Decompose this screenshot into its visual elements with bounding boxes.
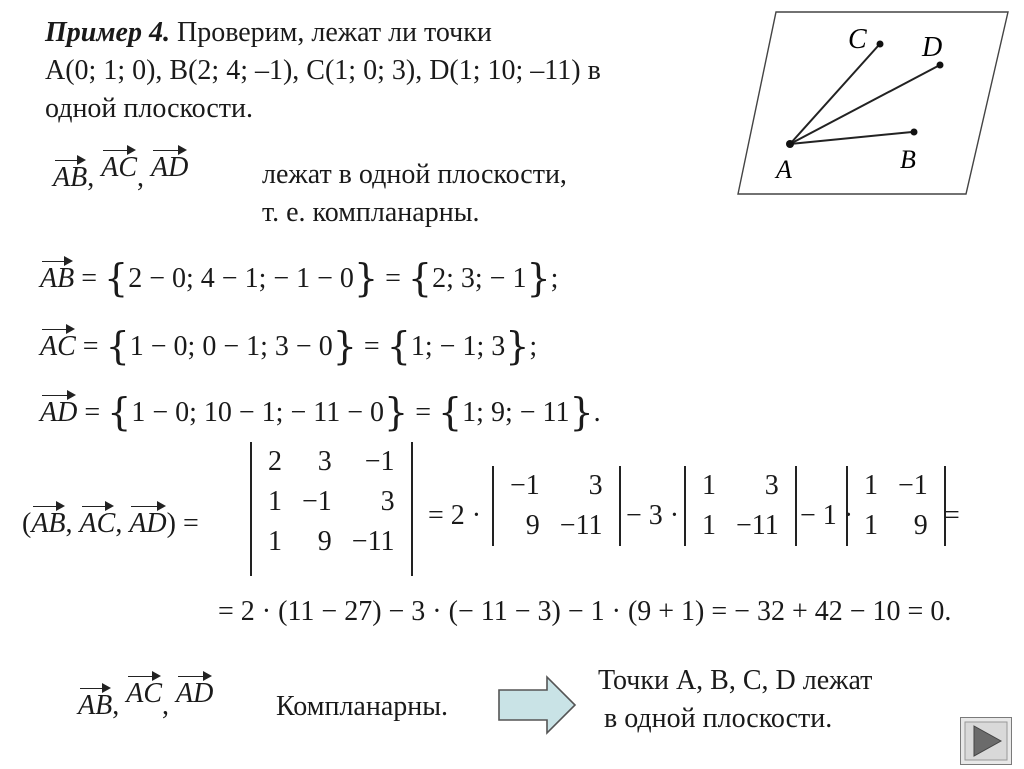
semicolon: ; (550, 263, 559, 294)
brace-close: } (332, 324, 357, 368)
det-cell: −1 (898, 470, 928, 501)
label-b: B (900, 145, 916, 174)
brace-open: { (437, 390, 463, 434)
det-cell: 1 (268, 486, 282, 517)
det-cell: −1 (510, 470, 540, 501)
label-a: A (776, 155, 792, 184)
right-arrow-shape (497, 675, 577, 735)
vector-ab: AB (53, 162, 88, 193)
brace-close: } (353, 256, 379, 300)
det-cell: 1 (864, 510, 878, 541)
det-cell: −11 (559, 510, 603, 541)
det-cell: −1 (364, 446, 395, 477)
brace-open: { (386, 324, 411, 368)
expansion-end: = (944, 500, 960, 531)
period: . (593, 397, 601, 428)
eq-sign: = (363, 331, 380, 362)
brace-close: } (526, 256, 551, 300)
det-cell: 9 (525, 510, 540, 541)
ab-expr: 2 − 0; 4 − 1; − 1 − 0 (128, 263, 354, 294)
point-b-dot (911, 129, 918, 136)
brace-close: } (569, 390, 594, 434)
expansion-coef-3: − 1 · (800, 500, 854, 531)
brace-open: { (407, 256, 433, 300)
det-cell: −11 (351, 526, 395, 557)
eq-sign: = (84, 397, 101, 428)
det-cell: −11 (736, 510, 779, 541)
vector-ac: AC (101, 152, 137, 183)
next-slide-button[interactable] (960, 717, 1012, 765)
det-cell: 2 (268, 446, 282, 477)
calc-ac (40, 324, 537, 368)
brace-open: { (105, 324, 130, 368)
label-d: D (922, 32, 943, 63)
eq-sign: = (81, 263, 98, 294)
brace-close: } (505, 324, 530, 368)
brace-open: { (104, 256, 129, 300)
det-cell: 1 (864, 470, 878, 501)
vector-ad: AD (151, 152, 189, 183)
det-cell: 1 (702, 470, 716, 501)
vector-ab-label: AB (40, 263, 75, 294)
mp-vector-ad: AD (129, 508, 167, 539)
coplanar-label: Компланарны. (276, 691, 449, 722)
intro-paragraph (45, 14, 735, 128)
eq-sign: = (182, 508, 199, 539)
det-cell: 9 (913, 510, 928, 541)
vector-ac: AC (126, 678, 162, 709)
det-cell: 1 (268, 526, 282, 557)
calc-ad (40, 390, 601, 434)
determinant-3x3 (250, 442, 413, 576)
brace-open: { (107, 390, 132, 434)
mixed-product-label: (AB, AC, AD) = (22, 508, 199, 539)
intro-line3: одной плоскости. (45, 93, 254, 124)
statement-line2: т. е. компланарны. (262, 197, 480, 228)
eq-sign: = (415, 397, 431, 428)
vector-ad-label: AD (40, 397, 78, 428)
vector-ab: AB (78, 690, 113, 721)
det-cell: 1 (702, 510, 716, 541)
vectors-triple-2: AB, AC, AD (78, 678, 214, 721)
statement-text (262, 156, 567, 232)
ac-expr: 1 − 0; 0 − 1; 3 − 0 (129, 331, 333, 362)
next-arrow-icon (961, 718, 1011, 764)
intro-line1: Проверим, лежат ли точки (176, 17, 492, 48)
vector-ad: AD (176, 678, 214, 709)
conclusion-line1: Точки A, B, C, D лежат (598, 665, 873, 696)
conclusion-text (598, 662, 872, 738)
eq-sign: = (82, 331, 99, 362)
ac-result: 1; − 1; 3 (410, 331, 506, 362)
example-title: Пример 4. (45, 17, 170, 48)
minor-1 (492, 466, 621, 546)
ad-result: 1; 9; − 11 (462, 397, 570, 428)
brace-close: } (384, 390, 409, 434)
conclusion-line2: в одной плоскости. (604, 703, 833, 734)
minor-2 (684, 466, 797, 546)
mp-vector-ab: AB (31, 508, 66, 539)
ab-result: 2; 3; − 1 (432, 263, 527, 294)
expansion-coef-2: − 3 · (626, 500, 680, 531)
det-cell: 9 (317, 526, 332, 557)
det-cell: 3 (317, 446, 332, 477)
det-cell: 3 (764, 470, 779, 501)
result-line: = 2 · (11 − 27) − 3 · (− 11 − 3) − 1 · (9 + 1) = − 32 + 42 − 10 = 0. (218, 596, 952, 627)
ad-expr: 1 − 0; 10 − 1; − 11 − 0 (131, 397, 384, 428)
plane-diagram (736, 8, 1016, 198)
semicolon: ; (529, 331, 538, 362)
mp-vector-ac: AC (79, 508, 116, 539)
vectors-triple-1: AB, AC, AD (53, 152, 189, 193)
expansion-coef-1: = 2 · (428, 500, 482, 531)
label-c: C (848, 24, 867, 55)
minor-3 (846, 466, 946, 546)
vector-ac-label: AC (40, 331, 76, 362)
det-cell: −1 (302, 486, 332, 517)
point-c-dot (877, 41, 884, 48)
calc-ab (40, 256, 558, 300)
det-cell: 3 (588, 470, 603, 501)
det-cell: 3 (380, 486, 395, 517)
statement-line1: лежат в одной плоскости, (262, 159, 567, 190)
intro-line2: A(0; 1; 0), B(2; 4; –1), C(1; 0; 3), D(1; 10; –11) в (45, 55, 601, 86)
point-a-dot (786, 140, 794, 148)
eq-sign: = (385, 263, 401, 294)
